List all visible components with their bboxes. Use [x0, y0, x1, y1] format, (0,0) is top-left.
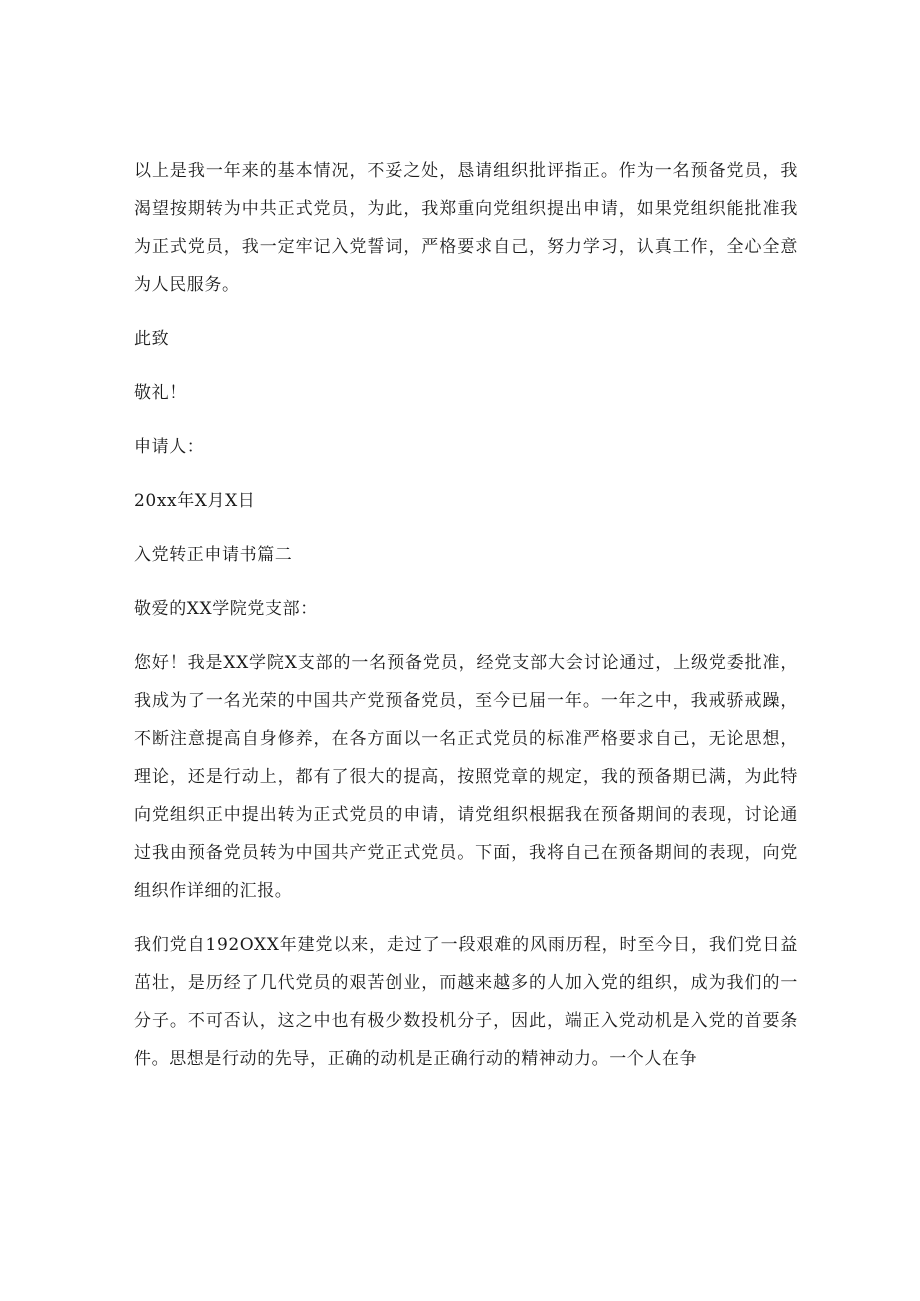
date-line: 20xx年X月X日: [134, 491, 256, 511]
applicant-label: 申请人：: [134, 437, 205, 457]
salutation-jingli: 敬礼！: [134, 383, 187, 403]
paragraph-party-history: 我们党自192OXX年建党以来，走过了一段艰难的风雨历程，时至今日，我们党日益茁壮，是历经了几代党员的艰苦创业，而越来越多的人加入党的组织，成为我们的一分子。不可否认，这之中也有极少数投机分子，因此，端正入党动机是入党的首要条件。思想是行动的先导，正确的动机是正确行动的精神动力。一个人在争: [134, 935, 798, 1069]
section-title: 入党转正申请书篇二: [134, 545, 293, 565]
paragraph-introduction: 您好！我是XX学院X支部的一名预备党员，经党支部大会讨论通过，上级党委批准，我成为了一名光荣的中国共产党预备党员，至今已届一年。一年之中，我戒骄戒躁，不断注意提高自身修养，在各方面以一名正式党员的标准严格要求自己，无论思想，理论，还是行动上，都有了很大的提高，按照党章的规定，我的预备期已满，为此特向党组织正中提出转为正式党员的申请，请党组织根据我在预备期间的表现，讨论通过我由预备党员转为中国共产党正式党员。下面，我将自己在预备期间的表现，向党组织作详细的汇报。: [134, 653, 798, 901]
paragraph-closing-statement: 以上是我一年来的基本情况，不妥之处，恳请组织批评指正。作为一名预备党员，我渴望按期转为中共正式党员，为此，我郑重向党组织提出申请，如果党组织能批准我为正式党员，我一定牢记入党誓词，严格要求自己，努力学习，认真工作，全心全意为人民服务。: [134, 161, 798, 295]
salutation-cizhi: 此致: [134, 329, 170, 349]
document-body: [134, 152, 798, 1078]
addressee-line: 敬爱的XX学院党支部：: [134, 599, 318, 619]
